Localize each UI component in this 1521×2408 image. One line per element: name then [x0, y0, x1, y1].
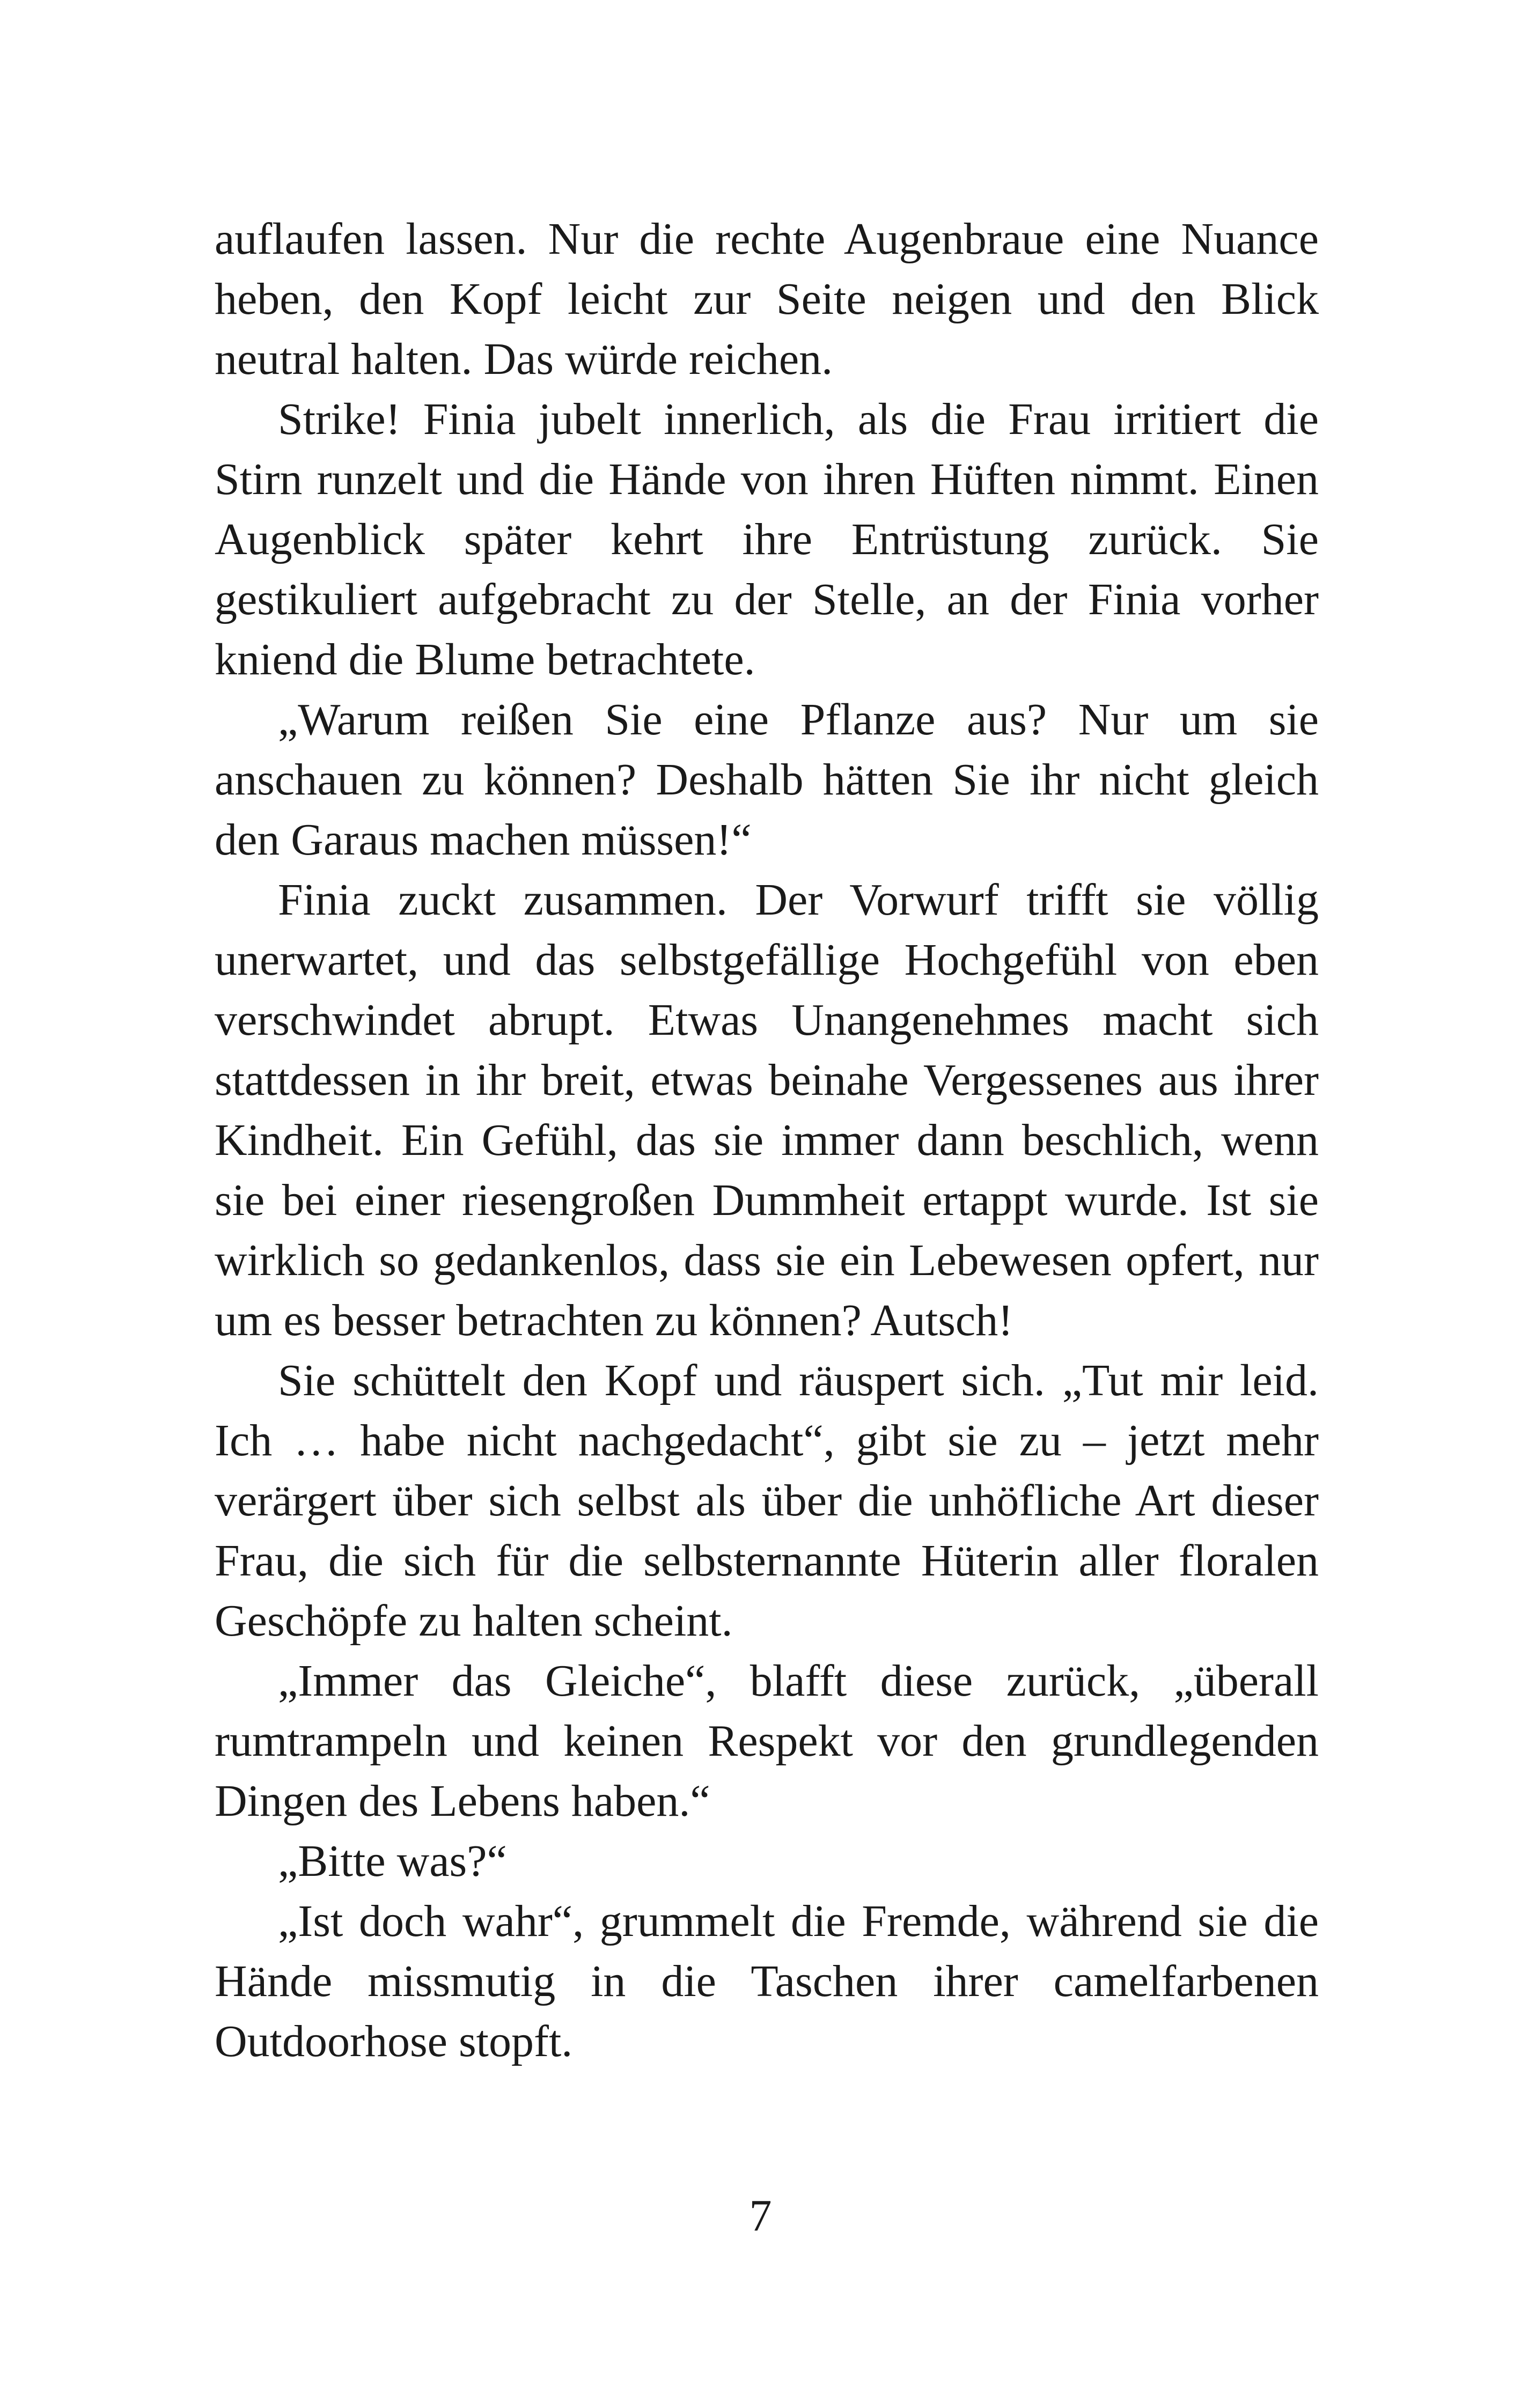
paragraph-5: Sie schüttelt den Kopf und räuspert sich. „Tut mir leid. Ich … habe nicht nachgedacht“, gibt sie zu – jetzt mehr verärgert über sich selbst als über die unhöfliche Art dieser Frau, die sich für die selbsternannte Hüterin aller floralen Geschöpfe zu halten scheint. — [215, 1356, 1319, 1646]
page-number: 7 — [749, 2191, 772, 2241]
paragraph-4: Finia zuckt zusammen. Der Vorwurf trifft sie völlig unerwartet, und das selbstgefällige Hochgefühl von eben verschwindet abrupt. Etwas Unangenehmes macht sich stattdessen in ihr breit, etwas beinahe Vergessenes aus ihrer Kindheit. Ein Gefühl, das sie immer dann beschlich, wenn sie bei einer riesengroßen Dummheit ertappt wurde. Ist sie wirklich so gedankenlos, dass sie ein Lebewesen opfert, nur um es besser betrachten zu können? Autsch! — [215, 875, 1319, 1345]
paragraph-8: „Ist doch wahr“, grummelt die Fremde, während sie die Hände missmutig in die Taschen ihrer camelfarbenen Outdoorhose stopft. — [215, 1896, 1319, 2066]
paragraph-3: „Warum reißen Sie eine Pflanze aus? Nur um sie anschauen zu können? Deshalb hätten Sie ihr nicht gleich den Garaus machen müssen!“ — [215, 695, 1319, 865]
paragraph-2: Strike! Finia jubelt innerlich, als die Frau irritiert die Stirn runzelt und die Hände von ihren Hüften nimmt. Einen Augenblick später kehrt ihre Entrüstung zurück. Sie gestikuliert aufgebracht zu der Stelle, an der Finia vorher kniend die Blume betrachtete. — [215, 394, 1319, 684]
paragraph-7: „Bitte was?“ — [278, 1836, 507, 1886]
body-text — [215, 209, 1319, 2072]
paragraph-6: „Immer das Gleiche“, blafft diese zurück, „überall rumtrampeln und keinen Respekt vor den grundlegenden Dingen des Lebens haben.“ — [215, 1656, 1319, 1826]
paragraph-1: auflaufen lassen. Nur die rechte Augenbraue eine Nuance heben, den Kopf leicht zur Seite neigen und den Blick neutral halten. Das würde reichen. — [215, 214, 1319, 384]
